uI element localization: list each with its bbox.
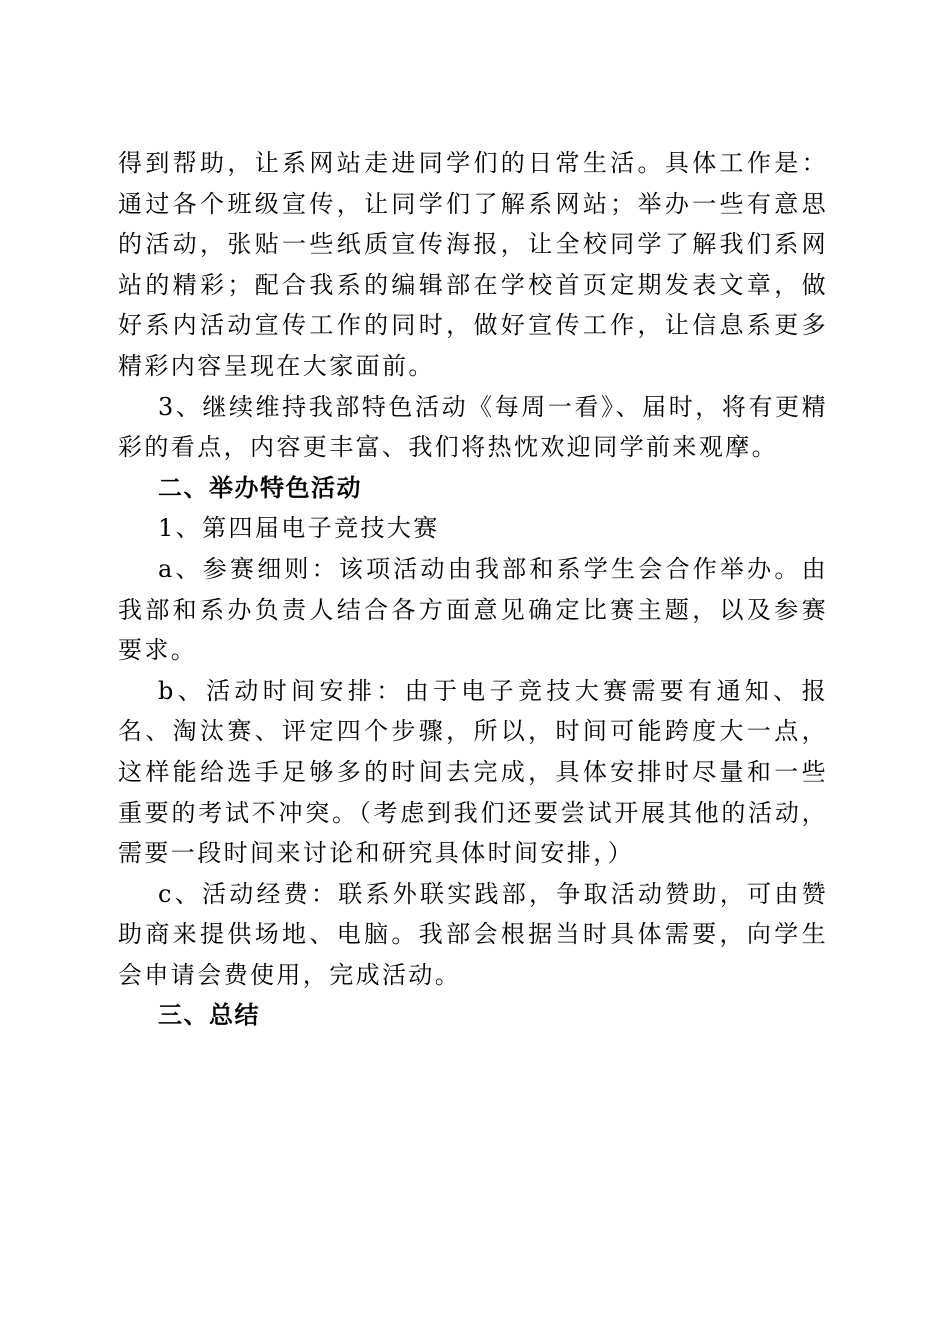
section-heading-special-activities: 二、举办特色活动: [158, 473, 362, 502]
paragraph-funding: c、活动经费：联系外联实践部，争取活动赞助，可由赞助商来提供场地、电脑。我部会根据当时具体需要，向学生会申请会费使用，完成活动。: [118, 879, 828, 989]
paragraph-weekly-activity: 3、继续维持我部特色活动《每周一看》、届时，将有更精彩的看点，内容更丰富、我们将热忱欢迎同学前来观摩。: [118, 392, 828, 462]
paragraph-schedule: b、活动时间安排：由于电子竞技大赛需要有通知、报名、淘汰赛、评定四个步骤，所以，时间可能跨度大一点，这样能给选手足够多的时间去完成，具体安排时尽量和一些重要的考试不冲突。（考虑到我们还要尝试开展其他的活动，需要一段时间来讨论和研究具体时间安排，）: [118, 676, 828, 868]
section-heading-summary: 三、总结: [158, 1001, 260, 1030]
paragraph-esports-title: 1、第四届电子竞技大赛: [158, 514, 440, 543]
paragraph-rules: a、参赛细则：该项活动由我部和系学生会合作举办。由我部和系办负责人结合各方面意见确定比赛主题，以及参赛要求。: [118, 554, 828, 665]
document-body: [118, 143, 828, 1036]
paragraph-website-promotion: 得到帮助，让系网站走进同学们的日常生活。具体工作是：通过各个班级宣传，让同学们了解系网站；举办一些有意思的活动，张贴一些纸质宣传海报，让全校同学了解我们系网站的精彩；配合我系的编辑部在学校首页定期发表文章，做好系内活动宣传工作的同时，做好宣传工作，让信息系更多精彩内容呈现在大家面前。: [118, 149, 828, 380]
